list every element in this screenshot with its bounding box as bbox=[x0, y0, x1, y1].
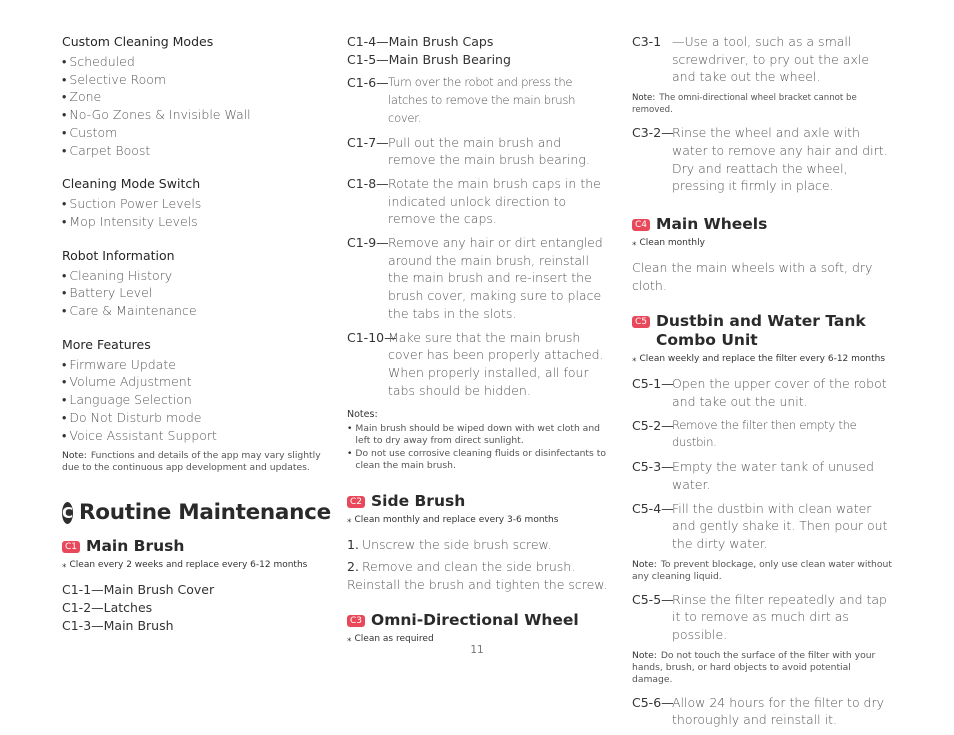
list-item: • Care & Maintenance bbox=[62, 303, 197, 319]
asterisk-icon: ⁎ bbox=[632, 237, 637, 248]
app-note: Note: Functions and details of the app may vary slightly due to the continuous app development and updates. bbox=[62, 450, 321, 474]
part-label: C1-4—Main Brush Caps bbox=[347, 34, 494, 49]
asterisk-icon: ⁎ bbox=[347, 515, 352, 526]
step: C1-7— Pull out the main brush and remove the main brush bearing. bbox=[347, 134, 590, 168]
frequency-note: ⁎ Clean every 2 weeks and replace every 6-12 months bbox=[62, 560, 308, 571]
list-item: • Do Not Disturb mode bbox=[62, 409, 202, 425]
section-title: Dustbin and Water Tank Combo Unit bbox=[656, 312, 866, 350]
notes-title: Notes: bbox=[347, 409, 378, 421]
filter-note: Note: Do not touch the surface of the filter with your hands, brush, or hard objects to avoid potential damage. bbox=[632, 649, 876, 685]
section-heading-c2 bbox=[347, 492, 609, 511]
list-item: • Language Selection bbox=[62, 392, 192, 408]
section-tag: C5 bbox=[632, 316, 650, 328]
step: C1-9— Remove any hair or dirt entangled around the main brush, reinstall the main brush and re-insert the brush cover, making sure to place the tabs in the slots. bbox=[347, 235, 603, 321]
group-title: More Features bbox=[62, 336, 151, 352]
section-title: Omni-Directional Wheel bbox=[371, 611, 579, 630]
asterisk-icon: ⁎ bbox=[347, 634, 352, 645]
part-label: C1-5—Main Brush Bearing bbox=[347, 51, 511, 67]
part-label: C1-3—Main Brush bbox=[62, 617, 174, 633]
step: C5-5— Rinse the filter repeatedly and tap it to remove as much dirt as possible. bbox=[632, 591, 887, 643]
filter-note: Note: To prevent blockage, only use clean water without any cleaning liquid. bbox=[632, 558, 892, 582]
section-c-badge: C bbox=[62, 503, 74, 522]
list-item: • Custom bbox=[62, 124, 118, 140]
section-heading-c5 bbox=[632, 312, 894, 350]
section-tag: C2 bbox=[347, 496, 365, 508]
column-middle bbox=[347, 33, 609, 655]
step: 2. Remove and clean the side brush. Reinstall the brush and tighten the screw. bbox=[347, 559, 608, 592]
section-tag: C1 bbox=[62, 541, 80, 553]
list-item: • No-Go Zones & Invisible Wall bbox=[62, 107, 251, 123]
step: C1-10— Make sure that the main brush cover has been properly attached. When properly installed, all four tabs should be hidden. bbox=[347, 329, 604, 398]
notes-list bbox=[347, 423, 609, 472]
page-number: 11 bbox=[470, 644, 484, 656]
section-title: Main Wheels bbox=[656, 214, 768, 233]
part-label: C1-1—Main Brush Cover bbox=[62, 582, 215, 598]
list-item: • Voice Assistant Support bbox=[62, 427, 217, 443]
step: C5-1— Open the upper cover of the robot and take out the unit. bbox=[632, 376, 887, 410]
section-title: Side Brush bbox=[371, 492, 466, 511]
group-title: Robot Information bbox=[62, 247, 175, 263]
feature-list bbox=[62, 356, 324, 445]
feature-list bbox=[62, 195, 324, 230]
note-item: • Do not use corrosive cleaning fluids or disinfectants to clean the main brush. bbox=[347, 448, 606, 472]
feature-group bbox=[62, 336, 324, 445]
page-title: Routine Maintenance bbox=[79, 500, 331, 526]
list-item: • Selective Room bbox=[62, 71, 167, 87]
list-item: • Mop Intensity Levels bbox=[62, 213, 198, 229]
wheel-note: Note: The omni-directional wheel bracket cannot be removed. bbox=[632, 93, 857, 116]
section-heading-c1 bbox=[62, 537, 324, 556]
group-title: Cleaning Mode Switch bbox=[62, 176, 201, 192]
feature-list bbox=[62, 53, 324, 159]
section-tag: C4 bbox=[632, 219, 650, 231]
asterisk-icon: ⁎ bbox=[62, 560, 67, 571]
list-item: • Carpet Boost bbox=[62, 142, 151, 158]
list-item: • Cleaning History bbox=[62, 267, 173, 283]
group-title: Custom Cleaning Modes bbox=[62, 34, 214, 49]
step: 1. Unscrew the side brush screw. bbox=[347, 537, 552, 553]
frequency-note: ⁎ Clean monthly bbox=[632, 237, 705, 248]
list-item: • Scheduled bbox=[62, 54, 135, 69]
column-left bbox=[62, 33, 331, 634]
list-item: • Battery Level bbox=[62, 285, 153, 301]
step: C5-2— Remove the filter then empty the dustbin. bbox=[632, 417, 857, 450]
frequency-note: ⁎ Clean weekly and replace the filter every 6-12 months bbox=[632, 354, 886, 365]
list-item: • Volume Adjustment bbox=[62, 374, 192, 390]
feature-list bbox=[62, 267, 324, 320]
step: C5-3— Empty the water tank of unused water. bbox=[632, 459, 874, 492]
step: C1-6— Turn over the robot and press the latches to remove the main brush cover. bbox=[347, 75, 576, 125]
step: C5-6— Allow 24 hours for the filter to dry thoroughly and reinstall it. bbox=[632, 694, 885, 728]
step: C3-1 —Use a tool, such as a small screwdriver, to pry out the axle and take out the wheel. bbox=[632, 34, 870, 85]
section-heading-c4 bbox=[632, 215, 894, 234]
step: C1-8— Rotate the main brush caps in the indicated unlock direction to remove the caps. bbox=[347, 175, 601, 227]
feature-group bbox=[62, 247, 324, 320]
wheel-instruction: Clean the main wheels with a soft, dry cloth. bbox=[632, 259, 873, 293]
column-right bbox=[632, 33, 894, 735]
list-item: • Firmware Update bbox=[62, 356, 176, 372]
list-item: • Suction Power Levels bbox=[62, 196, 202, 212]
step: C3-2— Rinse the wheel and axle with water to remove any hair and dirt. Dry and reattach the wheel, pressing it firmly in place. bbox=[632, 125, 888, 194]
frequency-note: ⁎ Clean as required bbox=[347, 634, 434, 645]
routine-maintenance-heading bbox=[62, 500, 331, 526]
feature-group bbox=[62, 33, 324, 159]
list-item: • Zone bbox=[62, 89, 102, 105]
feature-group bbox=[62, 175, 324, 230]
frequency-note: ⁎ Clean monthly and replace every 3-6 months bbox=[347, 515, 559, 526]
section-title: Main Brush bbox=[86, 537, 185, 556]
section-tag: C3 bbox=[347, 615, 365, 627]
part-label: C1-2—Latches bbox=[62, 599, 153, 615]
asterisk-icon: ⁎ bbox=[632, 354, 637, 365]
note-item: • Main brush should be wiped down with wet cloth and left to dry away from direct sunlight. bbox=[347, 423, 600, 447]
step: C5-4— Fill the dustbin with clean water and gently shake it. Then pour out the dirty water. bbox=[632, 500, 888, 551]
section-heading-c3 bbox=[347, 611, 609, 630]
